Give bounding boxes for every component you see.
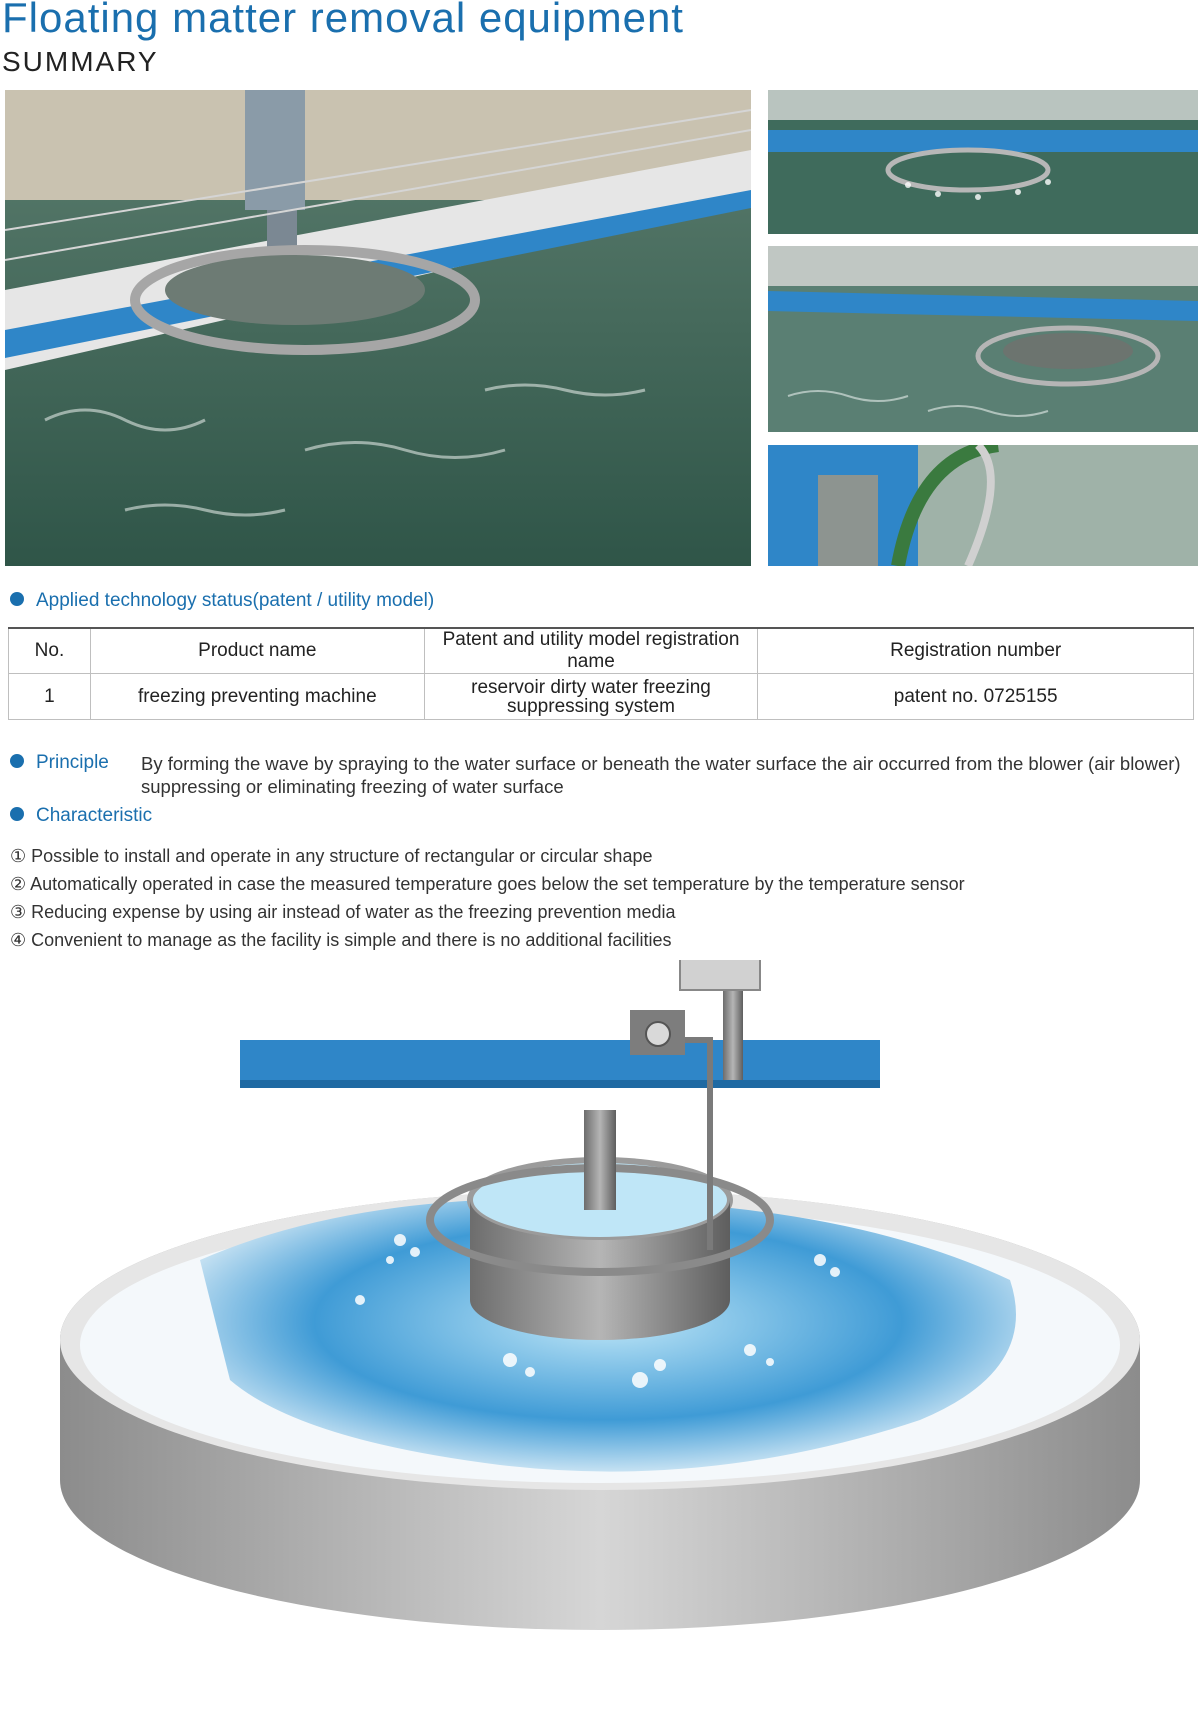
site-photo-4 bbox=[768, 445, 1198, 566]
main-site-photo bbox=[5, 90, 751, 566]
section-principle bbox=[10, 752, 109, 774]
section-applied-technology bbox=[10, 590, 434, 612]
site-photo-3 bbox=[768, 246, 1198, 432]
list-item: ④ Convenient to manage as the facility is simple and there is no additional facilities bbox=[10, 930, 672, 950]
list-item: ③ Reducing expense by using air instead of water as the freezing prevention media bbox=[10, 902, 676, 922]
bullet-dot-icon bbox=[10, 754, 24, 768]
section-characteristic bbox=[10, 805, 152, 827]
table-header: No. bbox=[9, 628, 91, 674]
site-photo-2 bbox=[768, 90, 1198, 234]
page-title: Floating matter removal equipment bbox=[2, 0, 684, 41]
section-principle-label: Principle bbox=[36, 752, 109, 773]
table-cell: patent no. 0725155 bbox=[758, 674, 1194, 720]
table-header: Product name bbox=[90, 628, 424, 674]
bullet-dot-icon bbox=[10, 592, 24, 606]
table-cell: reservoir dirty water freezing suppressing system bbox=[424, 674, 758, 720]
section-characteristic-label: Characteristic bbox=[36, 805, 153, 826]
table-cell: 1 bbox=[9, 674, 91, 720]
principle-description: By forming the wave by spraying to the water surface or beneath the water surface the air occurred from the blower (air blower) suppressing or eliminating freezing of water surface bbox=[141, 753, 1181, 797]
patent-table bbox=[8, 627, 1194, 720]
equipment-illustration bbox=[60, 960, 1160, 1700]
page-subtitle: SUMMARY bbox=[2, 46, 159, 77]
characteristic-list bbox=[10, 842, 965, 954]
list-item: ① Possible to install and operate in any structure of rectangular or circular shape bbox=[10, 846, 653, 866]
section-applied-label: Applied technology status(patent / utility model) bbox=[36, 590, 435, 611]
bullet-dot-icon bbox=[10, 807, 24, 821]
table-header: Patent and utility model registration name bbox=[424, 628, 758, 674]
table-header: Registration number bbox=[758, 628, 1194, 674]
table-row bbox=[9, 674, 1194, 720]
table-header-row bbox=[9, 628, 1194, 674]
table-cell: freezing preventing machine bbox=[90, 674, 424, 720]
list-item: ② Automatically operated in case the measured temperature goes below the set temperature by the temperature sensor bbox=[10, 874, 965, 894]
